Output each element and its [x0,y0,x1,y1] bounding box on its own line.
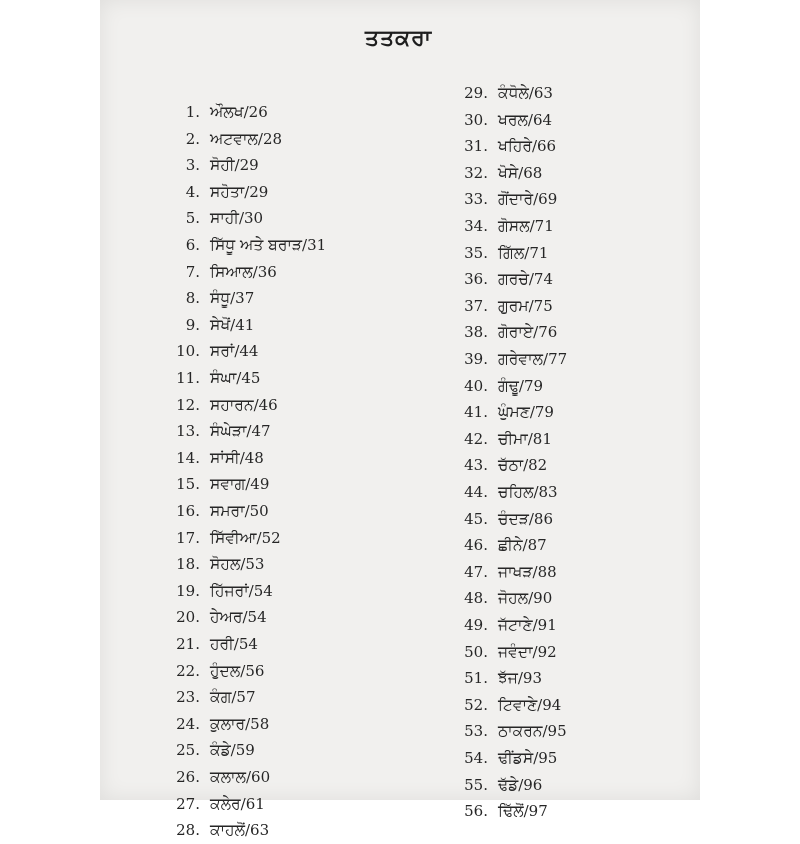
entry-page: /86 [528,509,553,528]
toc-entry [172,284,254,312]
entry-name: ਗੋਸਲ [498,217,530,235]
entry-page: /63 [528,84,553,102]
entry-number: 26. [176,768,200,786]
entry-number: 28. [176,821,200,840]
toc-entry [460,744,557,772]
toc-entry [460,318,557,346]
entry-name: ਹਿੱਜਰਾਂ [210,581,249,600]
entry-page: /54 [233,635,258,653]
entry-page: /47 [246,422,271,441]
entry-page: /64 [527,110,553,129]
entry-number: 2. [185,129,200,148]
toc-entry [460,531,547,559]
entry-page: /36 [252,262,277,281]
toc-entry [172,98,268,126]
toc-entry [460,398,554,426]
entry-number: 1. [185,103,200,121]
entry-name: ਗੋਂਦਾਰੇ [498,190,534,209]
entry-page: /69 [533,190,558,209]
entry-number: 3. [185,156,200,175]
entry-name: ਛੀਨੇ [498,536,523,555]
toc-entry [172,790,265,818]
toc-entry [460,691,561,719]
entry-name: ਹਰੀ [210,635,234,653]
entry-number: 6. [185,236,200,254]
toc-entry [172,231,326,259]
toc-entry [460,611,557,639]
entry-page: /68 [518,163,543,182]
entry-name: ਖਰਲ [498,110,528,129]
entry-name: ਖਹਿਰੇ [498,137,532,156]
entry-page: /66 [531,137,557,156]
toc-entry [460,185,557,213]
entry-page: /48 [239,448,264,467]
toc-entry [460,345,567,373]
entry-name: ਸਿੱਵੀਆ [210,528,257,547]
entry-number: 44. [464,483,488,501]
toc-entry [460,159,542,187]
entry-page: /94 [537,695,562,714]
entry-name: ਸਰਾਂ [210,342,235,361]
entry-number: 25. [176,741,200,760]
toc-entry [172,630,258,658]
entry-number: 19. [176,581,200,600]
entry-number: 7. [185,262,200,281]
toc-entry [172,657,264,685]
entry-name: ਸਹੋਤਾ [210,182,245,201]
entry-name: ਸੰਧੂ [210,289,231,308]
entry-name: ਖੋਸੇ [498,163,519,182]
entry-name: ਜੱਟਾਣੇ [498,616,533,634]
entry-number: 33. [464,190,488,209]
entry-page: /93 [517,669,543,688]
entry-page: /75 [528,296,553,315]
entry-name: ਸਹਾਰਨ [210,395,254,414]
entry-page: /26 [243,103,268,121]
entry-name: ਗਰਚੇ [498,270,529,289]
toc-entry [172,816,269,844]
entry-name: ਸੇਖੋਂ [210,315,231,334]
entry-page: /71 [529,217,554,235]
entry-name: ਕਾਹਲੋਂ [210,821,245,840]
toc-entry [172,550,264,578]
entry-page: /50 [244,502,269,520]
entry-number: 43. [464,456,488,475]
toc-entry [172,683,256,711]
toc-entry [460,771,542,799]
entry-number: 49. [464,616,488,634]
toc-entry [460,425,552,453]
entry-page: /76 [533,323,558,342]
entry-name: ਅਟਵਾਲ [210,129,258,148]
entry-page: /30 [238,209,264,228]
toc-entry [172,178,268,206]
entry-page: /79 [518,376,544,395]
entry-number: 40. [464,376,488,395]
entry-name: ਚਹਿਲ [498,483,534,501]
entry-page: /96 [518,775,543,794]
entry-name: ਸੰਘਾ [210,369,237,387]
entry-name: ਸੋਹਲ [210,555,241,574]
entry-page: /54 [248,581,273,600]
entry-page: /28 [257,129,283,148]
entry-page: /91 [532,616,557,634]
entry-number: 5. [185,209,200,228]
entry-page: /60 [245,768,271,786]
entry-number: 8. [185,289,200,308]
entry-number: 10. [176,342,200,361]
entry-name: ਟਿਵਾਣੇ [498,695,538,714]
entry-number: 37. [464,296,488,315]
toc-entry [460,717,567,745]
toc-entry [460,478,558,506]
entry-number: 46. [464,536,488,555]
toc-entry [172,763,270,791]
toc-entry [460,79,553,107]
entry-page: /45 [236,369,261,387]
toc-entry [460,239,548,267]
entry-number: 13. [176,422,200,441]
entry-number: 42. [464,429,488,448]
entry-name: ਕਲੇਰ [210,794,241,813]
toc-entry [460,664,542,692]
entry-number: 11. [176,369,200,387]
entry-number: 35. [464,243,488,262]
toc-entry [172,311,254,339]
toc-entry [172,204,263,232]
entry-name: ਜੋਹਲ [498,589,529,608]
toc-entry [460,292,553,320]
toc-entry [460,505,553,533]
toc-entry [460,451,547,479]
toc-entry [172,151,259,179]
entry-page: /37 [230,289,255,308]
entry-name: ਕੰਧੋਲੇ [498,84,529,102]
entry-page: /29 [234,156,259,175]
entry-number: 23. [176,688,200,707]
entry-page: /44 [234,342,259,361]
toc-entry [172,736,255,764]
entry-number: 32. [464,163,488,182]
entry-number: 9. [185,315,200,334]
toc-entry [460,372,543,400]
entry-name: ਹੇਅਰ [210,608,243,627]
toc-entry [172,364,260,392]
toc-entry [172,710,269,738]
entry-page: /61 [240,794,265,813]
entry-name: ਢਿੱਲੋਂ [498,802,524,821]
entry-number: 36. [464,270,488,289]
toc-entry [460,558,557,586]
entry-number: 21. [176,635,200,653]
entry-name: ਢੀਂਡਸੇ [498,749,534,767]
entry-name: ਕਲਾਲ [210,768,246,786]
entry-name: ਸਿੱਧੂ ਅਤੇ ਬਰਾੜ [210,236,303,254]
entry-number: 14. [176,448,200,467]
entry-page: /88 [532,562,557,581]
entry-number: 15. [176,475,200,494]
entry-page: /95 [533,749,558,767]
entry-page: /41 [230,315,255,334]
entry-page: /59 [230,741,255,760]
entry-page: /52 [256,528,281,547]
entry-name: ਘੁੰਮਣ [498,403,530,422]
entry-page: /29 [244,182,269,201]
entry-name: ਚੱਠਾ [498,456,524,475]
entry-page: /54 [242,608,267,627]
entry-page: /49 [245,475,270,494]
toc-entry [172,337,258,365]
entry-page: /74 [528,270,553,289]
entry-page: /95 [542,722,567,741]
entry-number: 34. [464,217,488,235]
toc-entry [172,577,273,605]
entry-page: /92 [532,642,557,661]
entry-name: ਗੁਰਮ [498,296,529,315]
toc-entry [172,444,264,472]
entry-name: ਕੁਲਾਰ [210,714,246,733]
entry-number: 38. [464,323,488,342]
toc-entry [172,603,267,631]
toc-entry [172,125,282,153]
entry-name: ਸਿਆਲ [210,262,253,281]
entry-number: 48. [464,589,488,608]
entry-page: /77 [543,350,568,368]
entry-name: ਸੋਹੀ [210,156,235,175]
entry-page: /90 [528,589,553,608]
toc-entry [460,106,552,134]
toc-entry [460,132,556,160]
entry-name: ਹੁੰਦਲ [210,661,241,680]
page-title: ਤਤਕਰਾ [365,26,433,51]
toc-entry [172,391,278,419]
entry-name: ਗਰੇਵਾਲ [498,350,544,368]
entry-number: 47. [464,562,488,581]
entry-number: 56. [464,802,488,821]
entry-number: 27. [176,794,200,813]
entry-number: 31. [464,137,488,156]
entry-name: ਔਲਖ [210,103,244,121]
entry-page: /87 [522,536,547,555]
entry-number: 16. [176,502,200,520]
entry-number: 53. [464,722,488,741]
entry-page: /81 [527,429,552,448]
toc-entry [172,417,271,445]
entry-number: 29. [464,84,488,102]
entry-name: ਜਵੰਦਾ [498,642,533,661]
entry-number: 45. [464,509,488,528]
entry-number: 51. [464,669,488,688]
entry-page: /31 [302,236,327,254]
entry-name: ਢੱਡੇ [498,775,519,794]
toc-entry [172,470,269,498]
entry-number: 50. [464,642,488,661]
entry-page: /53 [240,555,265,574]
entry-name: ਜਾਖੜ [498,562,533,581]
entry-number: 30. [464,110,488,129]
entry-page: /63 [245,821,270,840]
entry-page: /97 [523,802,548,821]
toc-entry [172,258,277,286]
entry-name: ਸਾਹੀ [210,209,239,228]
entry-number: 52. [464,695,488,714]
entry-page: /57 [231,688,256,707]
entry-number: 41. [464,403,488,422]
entry-page: /71 [524,243,549,262]
entry-name: ਗੋਰਾਏ [498,323,534,342]
toc-entry [460,797,548,825]
entry-name: ਠਾਕਰਨ [498,722,543,741]
entry-name: ਗਿੱਲ [498,243,525,262]
entry-name: ਕੰਗ [210,688,232,707]
toc-entry [460,265,553,293]
entry-name: ਸਾਂਸੀ [210,448,240,467]
entry-name: ਸਮਰਾ [210,502,245,520]
entry-name: ਕੰਡੇ [210,741,231,760]
entry-number: 18. [176,555,200,574]
entry-name: ਸਵਾਗ [210,475,246,494]
toc-entry [460,212,554,240]
entry-number: 54. [464,749,488,767]
entry-page: /82 [523,456,548,475]
entry-number: 39. [464,350,488,368]
entry-number: 17. [176,528,200,547]
entry-number: 24. [176,714,200,733]
entry-number: 20. [176,608,200,627]
entry-page: /79 [529,403,554,422]
entry-name: ਚੰਦੜ [498,509,529,528]
entry-name: ਗੰਢੂ [498,376,519,395]
entry-page: /83 [533,483,558,501]
entry-number: 22. [176,661,200,680]
entry-number: 12. [176,395,200,414]
toc-entry [172,497,269,525]
entry-page: /58 [245,714,270,733]
entry-number: 55. [464,775,488,794]
toc-entry [460,638,557,666]
entry-number: 4. [185,182,200,201]
toc-entry [460,584,552,612]
toc-entry [172,524,281,552]
entry-page: /46 [253,395,278,414]
entry-name: ਝੱਜ [498,669,518,688]
entry-name: ਚੀਮਾ [498,429,528,448]
entry-name: ਸੰਘੇੜਾ [210,422,247,441]
entry-page: /56 [240,661,265,680]
